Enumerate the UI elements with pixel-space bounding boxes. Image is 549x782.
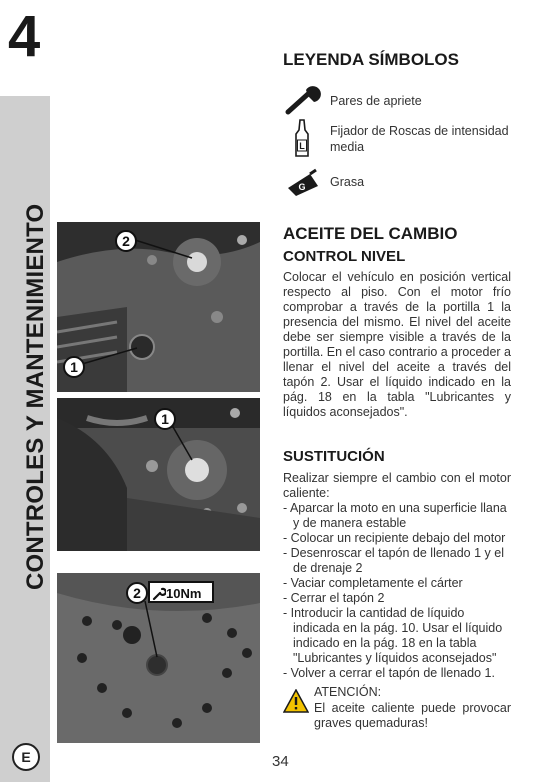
language-badge: E [12,743,40,771]
legend-title: LEYENDA SÍMBOLOS [283,50,459,69]
control-text: Colocar el vehículo en posición vertical respecto al piso. Con el motor frío comprobar a través de la portilla 1 la presencia del mismo. El nivel del aceite debe ser siempre visible a través de la portilla. En el caso contrario a proceder a llenar el nivel del aceite a través del tapón 2. Usar el líquido indicado en la pág. 18 en la tabla "Lubricantes y líquidos aconsejados". [283,270,511,419]
callout-1: 1 [63,356,85,378]
legend-badge-g: G [298,182,306,192]
callout-2: 2 [115,230,137,252]
section-title: ACEITE DEL CAMBIO [283,224,458,243]
warning-icon [283,689,309,713]
legend-label: Pares de apriete [330,94,422,108]
page-number: 34 [272,753,289,770]
torque-badge [148,581,214,603]
threadlock-bottle-icon [282,118,324,158]
list-item: - Aparcar la moto en una superficie llana y de manera estable [283,501,507,530]
section-side-title: CONTROLES Y MANTENIMIENTO [22,203,49,590]
wrench-icon [152,587,166,601]
list-item: - Cerrar el tapón 2 [283,591,385,605]
list-item: - Volver a cerrar el tapón de llenado 1. [283,666,495,680]
photo-oil-window [57,398,260,551]
legend-item-threadlock [282,118,509,158]
substitution-steps [283,501,511,681]
list-item: - Desenroscar el tapón de llenado 1 y el de drenaje 2 [283,546,504,575]
control-paragraph [283,270,511,420]
photo-oil-level [57,222,260,392]
warning-title: ATENCIÓN: [314,685,382,699]
legend-item-grease [282,166,365,200]
list-item: - Vaciar completamente el cárter [283,576,463,590]
chapter-tab [0,0,50,96]
grease-can-icon [282,166,324,200]
legend-item-torque [282,84,422,118]
legend-label: Grasa [330,175,365,189]
chapter-number: 4 [8,4,41,69]
legend-badge-l: L [299,141,305,151]
subsection-title-control: CONTROL NIVEL [283,248,406,265]
substitution-intro-text: Realizar siempre el cambio con el motor caliente: [283,471,511,500]
legend-label: Fijador de Roscas de intensidad media [330,124,509,154]
warning-text: El aceite caliente puede provocar graves quemaduras! [314,701,511,730]
substitution-intro [283,471,511,501]
callout-1: 1 [154,408,176,430]
torque-value: 10Nm [166,586,202,601]
callout-2: 2 [126,582,148,604]
list-item: - Introducir la cantidad de líquido indicada en la pág. 10. Usar el líquido indicado en la pág. 18 en la tabla "Lubricantes y líquidos aconsejados" [283,606,503,665]
wrench-icon [282,84,324,118]
list-item: - Colocar un recipiente debajo del motor [283,531,506,545]
subsection-title-substitution: SUSTITUCIÓN [283,448,385,465]
